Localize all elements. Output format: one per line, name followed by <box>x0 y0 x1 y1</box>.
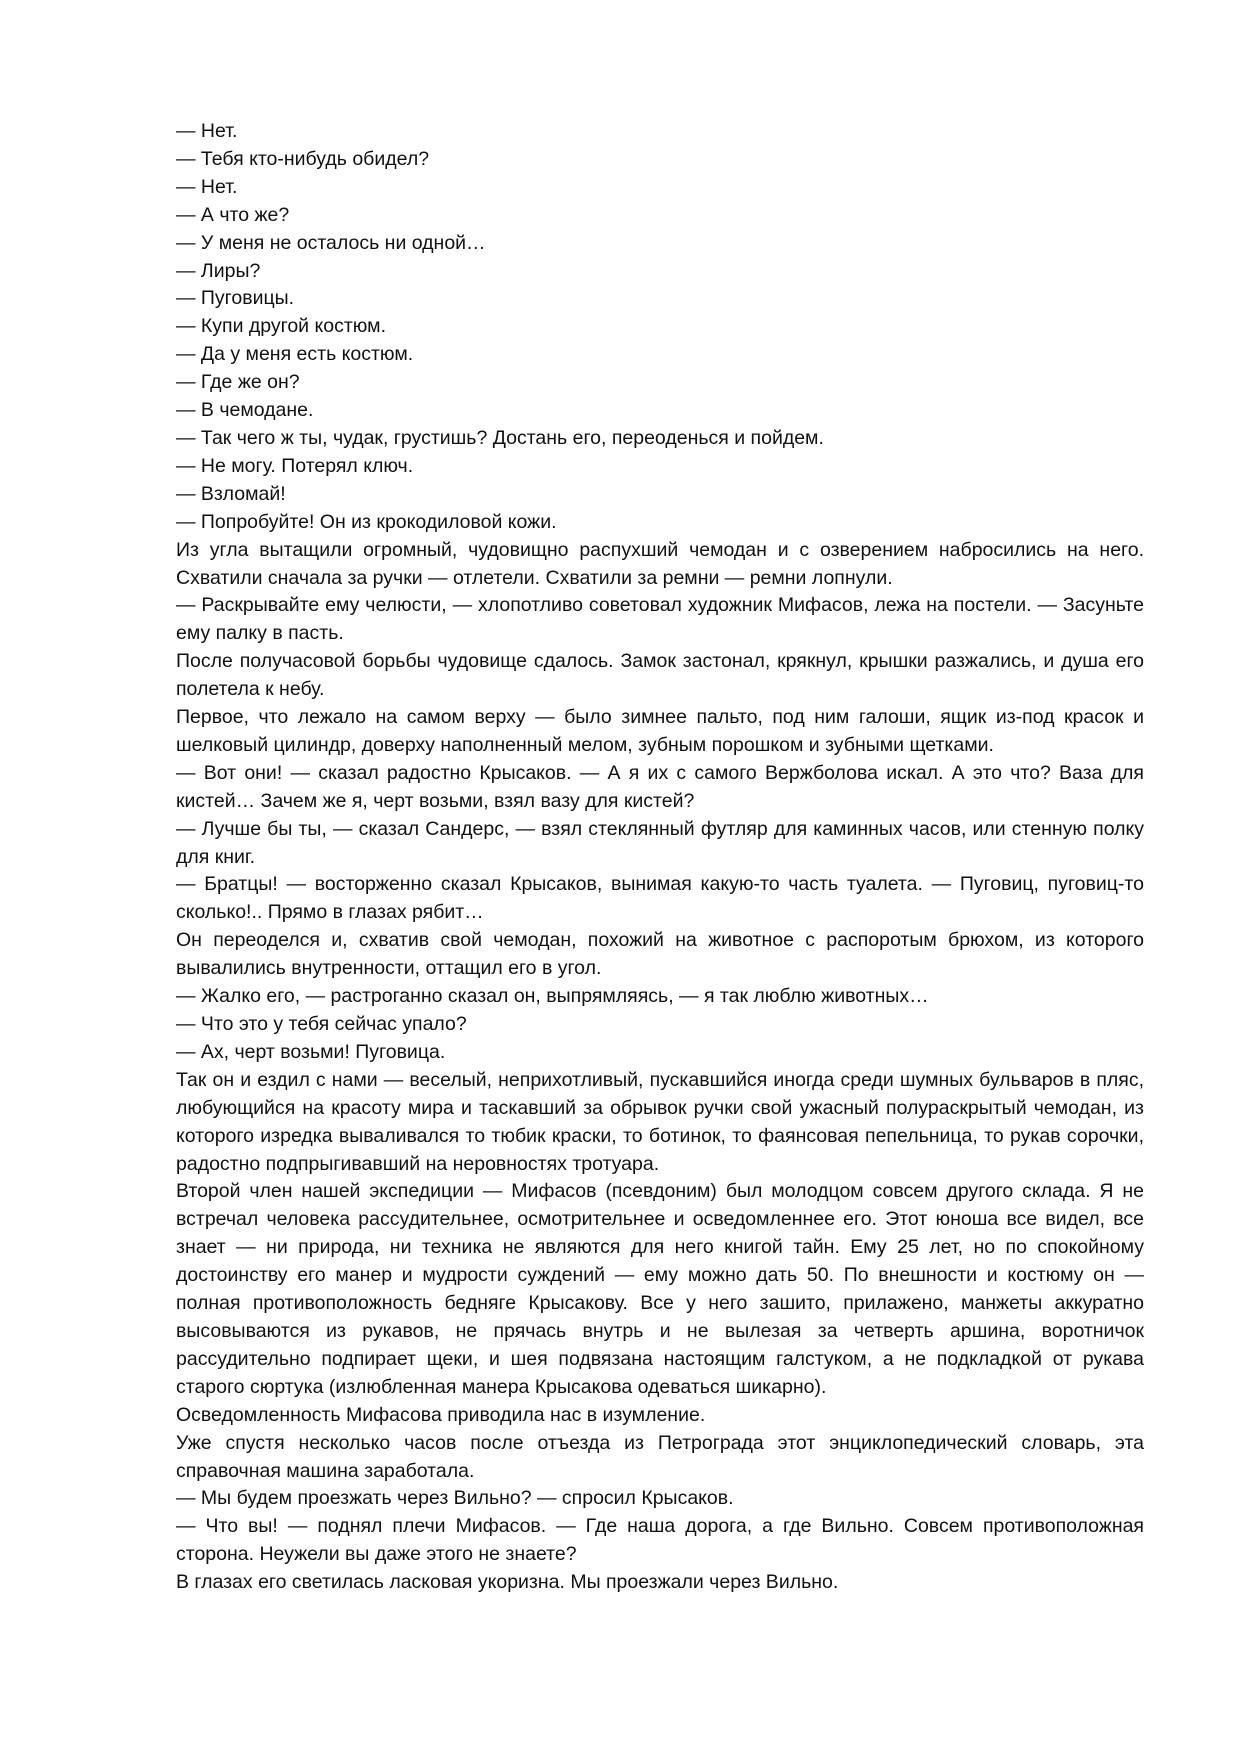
paragraph: — Взломай! <box>176 482 286 505</box>
paragraph: Из угла вытащили огромный, чудовищно распухший чемодан и с озверением набросились на него. Схватили сначала за ручки — отлетели. Схватили за ремни — ремни лопнули. <box>176 538 1144 589</box>
paragraph: — Что вы! — поднял плечи Мифасов. — Где наша дорога, а где Вильно. Совсем противоположная сторона. Неужели вы даже этого не знаете? <box>176 1515 1144 1566</box>
paragraph: — Вот они! — сказал радостно Крысаков. — А я их с самого Вержболова искал. А это что? Ваза для кистей… Зачем же я, черт возьми, взял вазу для кистей? <box>176 761 1144 812</box>
paragraph: — Лиры? <box>176 259 261 282</box>
paragraph: — Да у меня есть костюм. <box>176 343 414 366</box>
paragraph: — Пуговицы. <box>176 287 295 310</box>
paragraph: Он переоделся и, схватив свой чемодан, похожий на животное с распоротым брюхом, из которого вывалились внутренности, оттащил его в угол. <box>176 929 1144 980</box>
paragraph: После получасовой борьбы чудовище сдалось. Замок застонал, крякнул, крышки разжались, и душа его полетела к небу. <box>176 650 1144 701</box>
paragraph: — Нет. <box>176 120 238 142</box>
paragraph: — Ах, черт возьми! Пуговица. <box>176 1040 446 1063</box>
paragraph: — У меня не осталось ни одной… <box>176 231 486 254</box>
paragraph: — Нет. <box>176 175 238 198</box>
paragraph: — Раскрывайте ему челюсти, — хлопотливо советовал художник Мифасов, лежа на постели. — Засуньте ему палку в пасть. <box>176 594 1144 645</box>
paragraph: — Так чего ж ты, чудак, грустишь? Достань его, переоденься и пойдем. <box>176 426 824 449</box>
paragraph: В глазах его светилась ласковая укоризна. Мы проезжали через Вильно. <box>176 1571 839 1594</box>
paragraph: — Не могу. Потерял ключ. <box>176 454 414 477</box>
paragraph: — Купи другой костюм. <box>176 315 386 338</box>
paragraph: — Что это у тебя сейчас упало? <box>176 1013 467 1035</box>
paragraph: — Мы будем проезжать через Вильно? — спросил Крысаков. <box>176 1487 734 1510</box>
paragraph: Осведомленность Мифасова приводила нас в изумление. <box>176 1403 706 1426</box>
paragraph: — Попробуйте! Он из крокодиловой кожи. <box>176 510 557 533</box>
paragraph: — А что же? <box>176 203 290 226</box>
paragraph: — Братцы! — восторженно сказал Крысаков, вынимая какую-то часть туалета. — Пуговиц, пуговиц-то сколько!.. Прямо в глазах рябит… <box>176 873 1144 924</box>
paragraph: Уже спустя несколько часов после отъезда из Петрограда этот энциклопедический словарь, эта справочная машина заработала. <box>176 1431 1144 1482</box>
paragraph: — Лучше бы ты, — сказал Сандерс, — взял стеклянный футляр для каминных часов, или стенную полку для книг. <box>176 817 1144 868</box>
paragraph: — Жалко его, — растроганно сказал он, выпрямляясь, — я так люблю животных… <box>176 985 929 1008</box>
paragraph: — Где же он? <box>176 371 300 394</box>
paragraph: Второй член нашей экспедиции — Мифасов (псевдоним) был молодцом совсем другого склада. Я не встречал человека рассудительнее, осмотрительнее и осведомленнее его. Этот юноша все видел, все знает — ни природа, ни техника не являются для него книгой тайн. Ему 25 лет, но по спокойному достоинству его манер и мудрости суждений — ему можно дать 50. По внешности и костюму он — полная противоположность бедняге Крысакову. Все у него зашито, прилажено, манжеты аккуратно высовываются из рукавов, не прячась внутрь и не вылезая за четверть аршина, воротничок рассудительно подпирает щеки, и шея подвязана настоящим галстуком, а не подкладкой от рукава старого сюртука (излюбленная манера Крысакова одеваться шикарно). <box>176 1180 1144 1398</box>
paragraph: Первое, что лежало на самом верху — было зимнее пальто, под ним галоши, ящик из-под красок и шелковый цилиндр, доверху наполненный мелом, зубным порошком и зубными щетками. <box>176 706 1144 756</box>
paragraph: — Тебя кто-нибудь обидел? <box>176 147 430 170</box>
document-page <box>176 118 1144 1597</box>
paragraph: Так он и ездил с нами — веселый, неприхотливый, пускавшийся иногда среди шумных бульваров в пляс, любующийся на красоту мира и таскавший за обрывок ручки свой ужасный полураскрытый чемодан, из которого изредка вываливался то тюбик краски, то ботинок, то фаянсовая пепельница, то рукав сорочки, радостно подпрыгивавший на неровностях тротуара. <box>176 1068 1144 1175</box>
paragraph: — В чемодане. <box>176 399 314 422</box>
